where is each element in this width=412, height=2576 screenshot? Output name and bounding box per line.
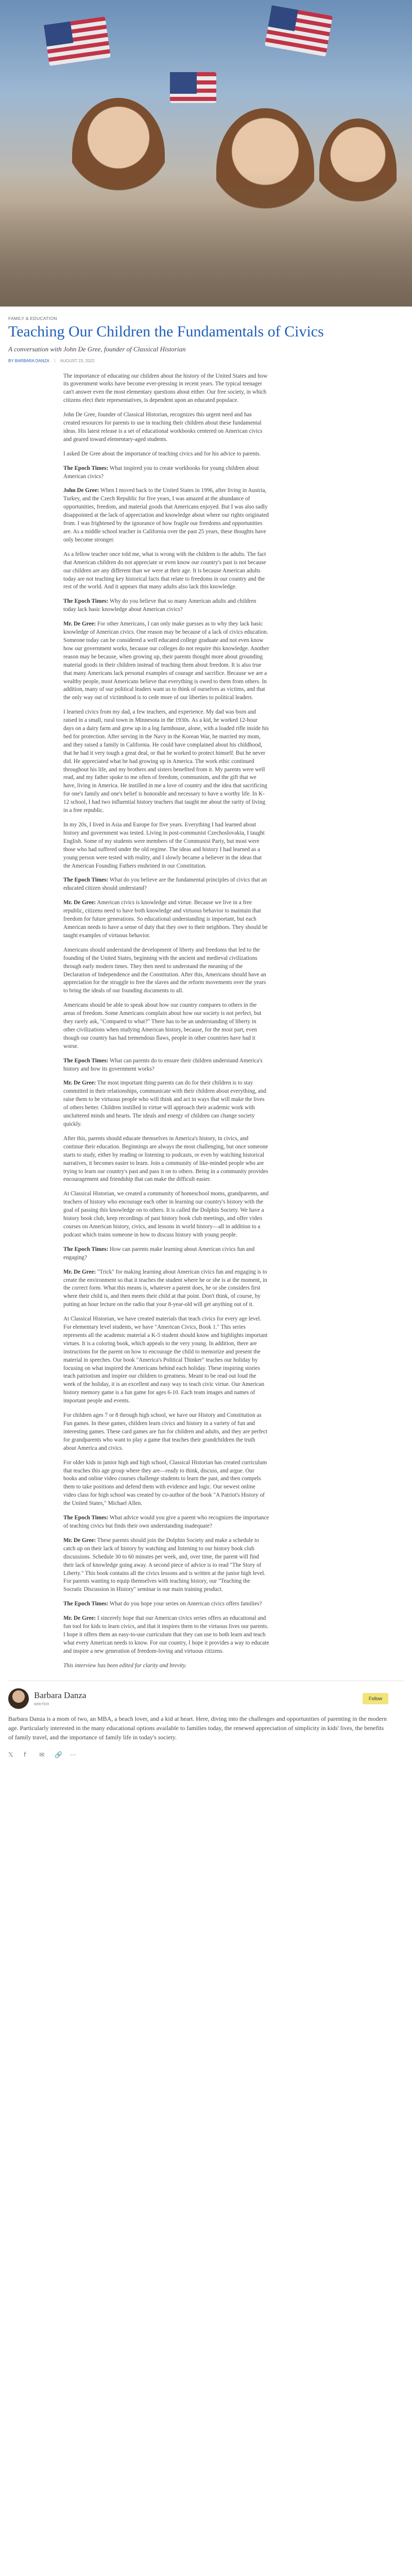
body-paragraph	[63, 411, 269, 444]
body-paragraph	[63, 946, 269, 995]
body-paragraph	[63, 1412, 269, 1453]
question-paragraph	[63, 1600, 269, 1608]
paragraph-text: In my 20s, I lived in Asia and Europe for five years. Everything I had learned about history and government was tested. Living in post-communist Czechoslovakia, I taught English. Some of my students were members of the Communist Party, but most were those who had suffered under the old regime. The ideas and history I had learned as a young person were tested with reality, and I slowly became a believer in the ideas that the American Founding Fathers enshrined in our Constitution.	[63, 822, 265, 869]
paragraph-text: At Classical Historian, we have created materials that teach civics for every age level. For elementary level students, we have "American Civics, Book 1." This series represents all the academic material a K-5 student should know and highlights important virtues. It is a coloring book, which appeals to the very young. In addition, there are instructions for the parent on how to encourage the child to memorize and present the material in speeches. Our book "America's Political Thinker" teaches our holiday by focusing on what inspired the Americans behind each holiday. These inspiring stories teach patriotism and inspire our children to greatness. Meant to be read out loud the week of the holiday, it is an excellent and easy way to teach civic virtue. Our American history memory game is a fun game for ages 6-10. Each team images and names of important people and events.	[63, 1316, 268, 1404]
link-icon[interactable]: 🔗	[55, 1751, 62, 1758]
answer-paragraph	[63, 899, 269, 940]
author-role: WRITER	[34, 1702, 49, 1707]
paragraph-text: What can parents do to ensure their children understand America's history and how its government works?	[63, 1057, 263, 1072]
flag-graphic	[170, 72, 216, 103]
interviewee-label: John De Gree:	[63, 487, 99, 494]
paragraph-text: For children ages 7 or 8 through high school, we have our History and Constitution as Fun games. In these games, children learn civics and history in a variety of fun and interesting games. These card games are fun for children and adults, and they are perfect for grandparents who want to play a game that teaches their grandchildren the truth about America and civics.	[63, 1412, 268, 1451]
bio-header	[8, 1688, 404, 1709]
avatar[interactable]	[8, 1688, 29, 1709]
body-paragraph	[63, 1002, 269, 1050]
email-icon[interactable]: ✉	[39, 1751, 45, 1758]
body-paragraph	[63, 450, 269, 459]
answer-paragraph	[63, 1079, 269, 1128]
interviewee-label: Mr. De Gree:	[63, 621, 96, 628]
paragraph-text: For older kids in junior high and high school, Classical Historian has created curriculum that teaches this age group where they are—ready to think, discuss, and argue. Our books and online video courses challenge students to learn the past, and then compels them to take positions and defend them with evidence and logic. Our newest online video class for high school was created by co-author of the book "A Patriot's History of the United States," Michael Allen.	[63, 1459, 267, 1507]
interviewer-label: The Epoch Times:	[63, 465, 109, 471]
paragraph-text: The importance of educating our children about the history of the United States and how its government works have become ever-pressing in recent years. The typical teenager can't answer even the most elementary questions about either. Our free society, in which citizens elect their representatives, is dependent upon an educated populace.	[63, 372, 268, 404]
answer-paragraph	[63, 1537, 269, 1594]
interviewee-label: Mr. De Gree:	[63, 1615, 96, 1622]
author-bio-text: Barbara Danza is a mom of two, an MBA, a beach lover, and a kid at heart. Here, diving into the challenges and opportunities of parenting in the modern age. Particularly interested in the many educational options available to families today, the renewed appreciation of simplicity in kids' lives, the benefits of family travel, and the importance of family life in today's society.	[8, 1715, 387, 1741]
answer-paragraph	[63, 1268, 269, 1310]
paragraph-text: Why do you believe that so many American adults and children today lack basic knowledge about American civics?	[63, 598, 256, 613]
paragraph-text: How can parents make learning about American civics fun and engaging?	[63, 1246, 255, 1261]
author-bio	[8, 1681, 404, 1758]
interviewer-label: The Epoch Times:	[63, 1246, 109, 1252]
paragraph-text: "Trick" for making learning about American civics fun and engaging is to create the environment so that it teaches the student where he or she is at the moment, in the correct form. What this means is, whatever a parent does, he or she considers first where their child is, and then meets their child at that point. Don't think, of course, by putting an hour lecture on the radio that your 8-year-old will get anything out of it.	[63, 1268, 267, 1308]
hero-image	[0, 0, 412, 307]
paragraph-text: American civics is knowledge and virtue. Because we live in a free republic, citizens need to have both knowledge and virtuous behavior to maintain that freedom for future generations. So educational understanding is important, but each American needs to have a sense of duty that they owe to their neighbors. They should be taught examples of virtuous behavior.	[63, 900, 268, 939]
body-paragraph	[63, 1190, 269, 1239]
publish-date: AUGUST 23, 2022	[60, 358, 95, 363]
paragraph-text: Americans should be able to speak about how our country compares to others in the areas of freedom. Some Americans complain about how our society is not perfect, but they rarely ask, "Compared to what?" There has to be an understanding of liberty in other civilizations when studying American history, because, for the most part, even though our country has had tremendous flaws, people in other countries have had it worse.	[63, 1002, 262, 1049]
answer-paragraph	[63, 620, 269, 702]
interviewer-label: The Epoch Times:	[63, 1601, 109, 1607]
interviewee-label: Mr. De Gree:	[63, 1080, 96, 1087]
paragraph-text: At Classical Historian, we created a community of homeschool moms, grandparents, and teachers of history who encourage each other in learning our country's history with the goal of passing this knowledge on to others. It is called the Dolphin Society. We have a history book club, keep recordings of past history book club meetings, and offer video courses on American history, civics, and lessons in world history—all in addition to a podcast which trains someone in how to discuss history with young people.	[63, 1191, 269, 1238]
question-paragraph	[63, 876, 269, 893]
interviewer-label: The Epoch Times:	[63, 1057, 109, 1064]
author-name[interactable]: Barbara Danza	[34, 1690, 87, 1701]
follow-button[interactable]: Follow	[363, 1693, 388, 1704]
share-bar	[8, 1751, 404, 1758]
answer-paragraph	[63, 487, 269, 544]
question-paragraph	[63, 1246, 269, 1262]
interviewer-label: The Epoch Times:	[63, 877, 109, 884]
question-paragraph	[63, 465, 269, 481]
body-paragraph	[63, 708, 269, 815]
paragraph-text: For other Americans, I can only make guesses as to why they lack basic knowledge of American civics. One reason may be because of a lack of civics education. Someone today can be considered a well educated college graduate and not even know how our government works, because our colleges do not require this knowledge. Another reason may be because, when growing up, their parents thought more about grounding material goods in their children instead of teaching them about freedom. It is also true that many Americans lack personal examples of courage and sacrifice. Because we are a wealthy people, most Americans believe that everything is owed to them from others. In addition, many of our political leaders want us to think of ourselves as victims, and that the only way out of victimhood is to cede more of our liberties to political leaders.	[63, 621, 269, 701]
interviewee-label: Mr. De Gree:	[63, 1537, 96, 1544]
paragraph-text: I learned civics from my dad, a few teachers, and experience. My dad was born and raised in a small, rural town in Minnesota in the 1930s. As a kid, he worked 12-hour days on a dairy farm and grew up in a log farmhouse, alone, with a loaded rifle inside his bed for protection. After serving in the Navy in the Korean War, he married my mom, and they raised a family in California. He could have complained about his childhood, that he had it very tough a great deal, or that he worked to protect himself. But he never did. He appreciated what he had growing up in America. The work ethic continued throughout his life, and my brothers and sisters benefited from it. My parents were well read, and my father spoke to me often of freedom, communism, and the gift that we have, living in America. He instilled in me a love of country and the idea that sacrificing for one's family and one's belief is honorable and necessary to have a worthy life. In K-12 school, I had two influential history teachers that taught me about the rarity of living in a free republic.	[63, 709, 269, 814]
paragraph-text: After this, parents should educate themselves in America's history, in civics, and continue their education. Beginnings are always the most challenging, but once someone starts to study, either by reading or listening to podcasts, or even by watching historical narratives, it becomes easier to learn. Join a community of like-minded people who are trying to learn our country's past and pass it on to others. Being in a community provides encouragement and friendship that can make the difficult easier.	[63, 1135, 268, 1183]
paragraph-text: I asked De Gree about the importance of teaching civics and for his advice to parents.	[63, 450, 261, 457]
body-paragraph	[63, 1135, 269, 1184]
paragraph-text: This interview has been edited for clarity and brevity.	[63, 1662, 187, 1669]
author-link[interactable]: BY BARBARA DANZA	[8, 358, 49, 363]
body-paragraph	[63, 821, 269, 870]
paragraph-text: John De Gree, founder of Classical Historian, recognizes this urgent need and has created resources for parents to use in teaching their children about these fundamental ideas. His latest release is a set of educational workbooks centered on American civics and geared toward elementary-aged students.	[63, 412, 263, 443]
body-paragraph	[63, 1459, 269, 1508]
editor-note	[63, 1662, 269, 1670]
paragraph-text: As a fellow teacher once told me, what is wrong with the children is the adults. The fact that American children do not appreciate or even know our country's past is not because our children are any different than we were at their age. It is because American adults today are not teaching key historical facts that relate to freedoms in our country and the rest of the world. And it appears that many adults also lack this knowledge.	[63, 551, 266, 590]
interviewee-label: Mr. De Gree:	[63, 900, 96, 906]
paragraph-text: What do you believe are the fundamental principles of civics that an educated citizen should understand?	[63, 877, 267, 892]
article-title: Teaching Our Children the Fundamentals of Civics	[8, 323, 324, 340]
hero-crowd	[0, 173, 412, 307]
more-icon[interactable]: ⋯	[70, 1751, 76, 1758]
body-paragraph	[63, 551, 269, 592]
bio-identity	[34, 1690, 86, 1706]
interviewee-label: Mr. De Gree:	[63, 1268, 96, 1275]
paragraph-text: What inspired you to create workbooks for young children about American civics?	[63, 465, 259, 480]
interviewer-label: The Epoch Times:	[63, 1515, 109, 1521]
facebook-icon[interactable]: f	[24, 1751, 26, 1758]
question-paragraph	[63, 1057, 269, 1074]
flag-graphic	[44, 16, 111, 66]
article-meta	[8, 359, 404, 363]
category-label[interactable]: FAMILY & EDUCATION	[8, 316, 57, 321]
flag-graphic	[265, 5, 333, 57]
article-subtitle: A conversation with John De Gree, founder of Classical Historian	[8, 345, 186, 353]
paragraph-text: The most important thing parents can do for their children is to stay committed in their relationships, communicate with their children about everything, and raise them to be virtuous people who will think and act in ways that will make the lives of others better. Children instilled in virtue will approach their academic work with uncluttered minds and hearts. The ideals and energy of children can change society quickly.	[63, 1080, 266, 1127]
interviewer-label: The Epoch Times:	[63, 598, 109, 605]
article-wrapper	[0, 316, 412, 1758]
article-body	[63, 372, 269, 1670]
question-paragraph	[63, 1514, 269, 1531]
question-paragraph	[63, 598, 269, 614]
paragraph-text: Americans should understand the development of liberty and freedoms that led to the founding of the United States, beginning with the ancient and medieval civilizations through early modern times. They then need to understand the meaning of the Declaration of Independence and the Constitution. After this, Americans should have an appreciation for the struggle to free the slaves and the reform movements over the years to bring the ideals of our founding documents to all.	[63, 946, 266, 994]
twitter-icon[interactable]: 𝕏	[8, 1751, 13, 1758]
paragraph-text: These parents should join the Dolphin Society and make a schedule to catch up on their lack of history by watching and listening to our history book club discussions. Schedule 30 to 60 minutes per week, and, over time, the parent will find their lack of knowledge going away. A second piece of advice is to read "The Story of Liberty." This book contains all the civics lessons and is written at the junior high level. For parents wanting to equip themselves with teaching history, our "Teaching the Socratic Discussion in History" seminar is our main training product.	[63, 1537, 266, 1593]
answer-paragraph	[63, 1615, 269, 1656]
paragraph-text: What do you hope your series on American civics offers families?	[109, 1601, 262, 1607]
paragraph-text: When I moved back to the United States in 1996, after living in Austria, Turkey, and the Czech Republic for five years, I was amazed at the abundance of opportunities, freedom, and material goods that Americans enjoyed. But I was also sadly disappointed at the lack of appreciation and knowledge about where our rights originated from. I was frightened by the ignorance of how fragile our freedoms and opportunities are. As a middle school teacher in California over the past 25 years, these thoughts have only become stronger.	[63, 487, 269, 543]
paragraph-text: What advice would you give a parent who recognizes the importance of teaching civics but finds their own understanding inadequate?	[63, 1515, 269, 1529]
body-paragraph	[63, 372, 269, 405]
body-paragraph	[63, 1315, 269, 1405]
paragraph-text: I sincerely hope that our American civics series offers an educational and fun tool for kids to learn civics, and that it inspires them to the virtuous lives our parents. I hope it offers them an easy-to-use curriculum that they can use to both learn and teach what every American needs to know. For our country, I hope it provides a way to educate and inspire a new generation of freedom-loving and virtuous citizens.	[63, 1615, 269, 1654]
